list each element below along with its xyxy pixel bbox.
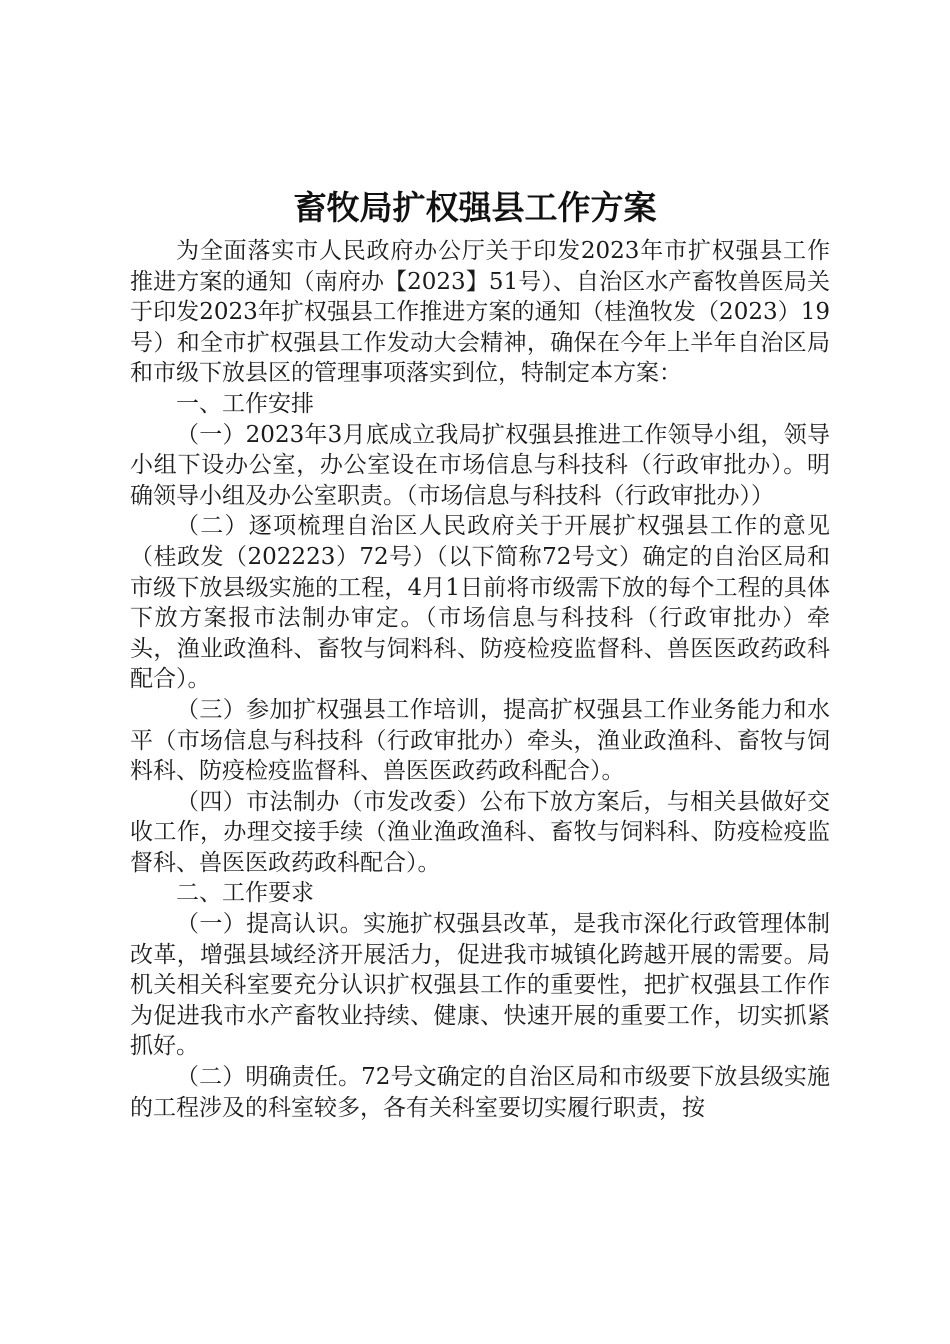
document-title: 畜牧局扩权强县工作方案 bbox=[293, 188, 657, 227]
arrangement-item-2: （二）逐项梳理自治区人民政府关于开展扩权强县工作的意见（桂政发（202223）72号）（以下简称72号文）确定的自治区局和市级下放县级实施的工程，4月1日前将市级需下放的每个工程的具体下放方案报市法制办审定。（市场信息与科技科（行政审批办）牵头，渔业政渔科、畜牧与饲料科、防疫检疫监督科、兽医医政药政科配合）。 bbox=[130, 513, 830, 693]
arrangement-item-1: （一）2023年3月底成立我局扩权强县推进工作领导小组，领导小组下设办公室，办公室设在市场信息与科技科（行政审批办）。明确领导小组及办公室职责。（市场信息与科技科（行政审批办）） bbox=[130, 421, 830, 509]
intro-paragraph: 为全面落实市人民政府办公厅关于印发2023年市扩权强县工作推进方案的通知（南府办【2023】51号）、自治区水产畜牧兽医局关于印发2023年扩权强县工作推进方案的通知（桂渔牧发（2023）19号）和全市扩权强县工作发动大会精神，确保在今年上半年自治区局和市级下放县区的管理事项落实到位，特制定本方案： bbox=[130, 238, 830, 387]
requirement-item-2: （二）明确责任。72号文确定的自治区局和市级要下放县级实施的工程涉及的科室较多，各有关科室要切实履行职责，按 bbox=[130, 1064, 830, 1121]
section-heading-work-arrangement: 一、工作安排 bbox=[176, 390, 314, 417]
arrangement-item-3: （三）参加扩权强县工作培训，提高扩权强县工作业务能力和水平（市场信息与科技科（行政审批办）牵头，渔业政渔科、畜牧与饲料科、防疫检疫监督科、兽医医政药政科配合）。 bbox=[130, 696, 830, 785]
arrangement-item-4: （四）市法制办（市发改委）公布下放方案后，与相关县做好交收工作，办理交接手续（渔业渔政渔科、畜牧与饲料科、防疫检疫监督科、兽医医政药政科配合）。 bbox=[130, 788, 830, 876]
document-body bbox=[130, 236, 830, 1123]
section-heading-work-requirements: 二、工作要求 bbox=[176, 880, 314, 907]
requirement-item-1: （一）提高认识。实施扩权强县改革，是我市深化行政管理体制改革，增强县域经济开展活力，促进我市城镇化跨越开展的需要。局机关相关科室要充分认识扩权强县工作的重要性，把扩权强县工作作为促进我市水产畜牧业持续、健康、快速开展的重要工作，切实抓紧抓好。 bbox=[130, 911, 830, 1060]
